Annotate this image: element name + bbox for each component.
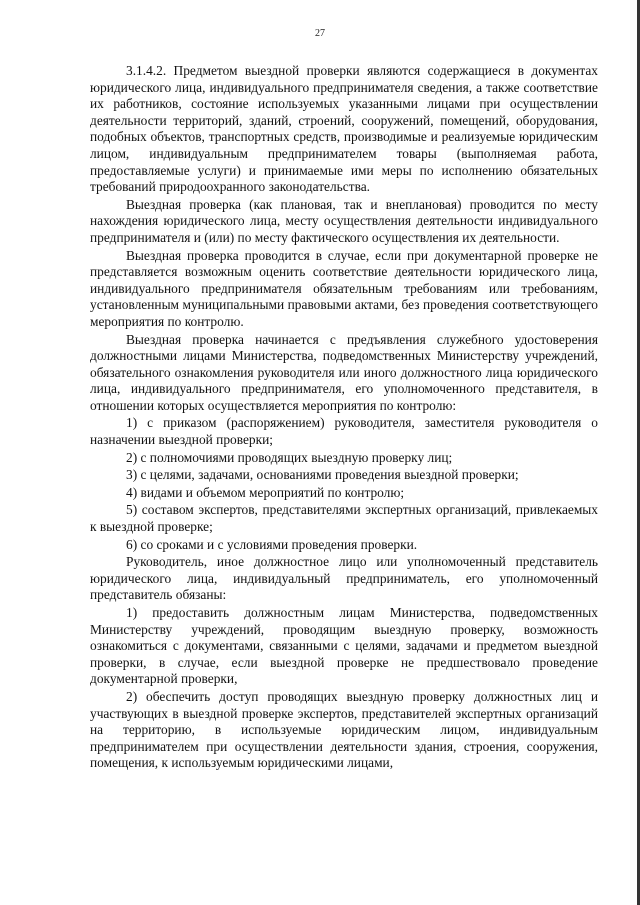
- list-item-experts: 5) составом экспертов, представителями экспертных организаций, привлекаемых к выездной проверке;: [90, 502, 598, 535]
- list-item-order: 1) с приказом (распоряжением) руководителя, заместителя руководителя о назначении выездной проверки;: [90, 415, 598, 448]
- list-item-goals: 3) с целями, задачами, основаниями проведения выездной проверки;: [126, 467, 519, 483]
- list-item-terms: 6) со сроками и с условиями проведения проверки.: [126, 536, 418, 552]
- paragraph-obligations: Руководитель, иное должностное лицо или уполномоченный представитель юридического лица, индивидуальный предприниматель, его уполномоченный представитель обязаны:: [90, 554, 598, 603]
- paragraph-subject: 3.1.4.2. Предметом выездной проверки являются содержащиеся в документах юридического лица, индивидуального предпринимателя сведения, а также соответствие их работников, состояние используемых указанными лицами при осуществлении деятельности территорий, зданий, строений, сооружений, помещений, оборудования, подобных объектов, транспортных средств, производимые и реализуемые юридическим лицом, индивидуальным предпринимателем товары (выполняемая работа, предоставляемые услуги) и принимаемые ими меры по исполнению обязательных требований природоохранного законодательства.: [90, 63, 598, 195]
- page-number: 27: [315, 28, 325, 39]
- paragraph-start: Выездная проверка начинается с предъявления служебного удостоверения должностными лицами Министерства, подведомственных Министерству учреждений, обязательного ознакомления руководителя или иного должностного лица юридического лица, индивидуального предпринимателя, его уполномоченного представителя, в отношении которых осуществляется мероприятия по контролю:: [90, 331, 598, 413]
- list-item-powers: 2) с полномочиями проводящих выездную проверку лиц;: [126, 449, 453, 465]
- document-body: [90, 63, 598, 772]
- obligation-item-documents: 1) предоставить должностным лицам Министерства, подведомственных Министерству учреждений, проводящим выездную проверку, возможность ознакомиться с документами, связанными с целями, задачами и предметом выездной проверки, в случае, если выездной проверке не предшествовало проведение документарной проверки,: [90, 605, 598, 687]
- paragraph-location: Выездная проверка (как плановая, так и внеплановая) проводится по месту нахождения юридического лица, месту осуществления деятельности индивидуального предпринимателя и (или) по месту фактического осуществления их деятельности.: [90, 196, 598, 245]
- paragraph-conditions: Выездная проверка проводится в случае, если при документарной проверке не представляется возможным оценить соответствие деятельности юридического лица, индивидуального предпринимателя обязательным требованиям или требованиям, установленным муниципальными правовыми актами, без проведения соответствующего мероприятия по контролю.: [90, 247, 598, 329]
- list-item-scope: 4) видами и объемом мероприятий по контролю;: [126, 484, 405, 500]
- obligation-item-access: 2) обеспечить доступ проводящих выездную проверку должностных лиц и участвующих в выездной проверке экспертов, представителей экспертных организаций на территорию, в используемые юридическим лицом, индивидуальным предпринимателем при осуществлении деятельности здания, строения, сооружения, помещения, к используемым юридическими лицами,: [90, 688, 598, 771]
